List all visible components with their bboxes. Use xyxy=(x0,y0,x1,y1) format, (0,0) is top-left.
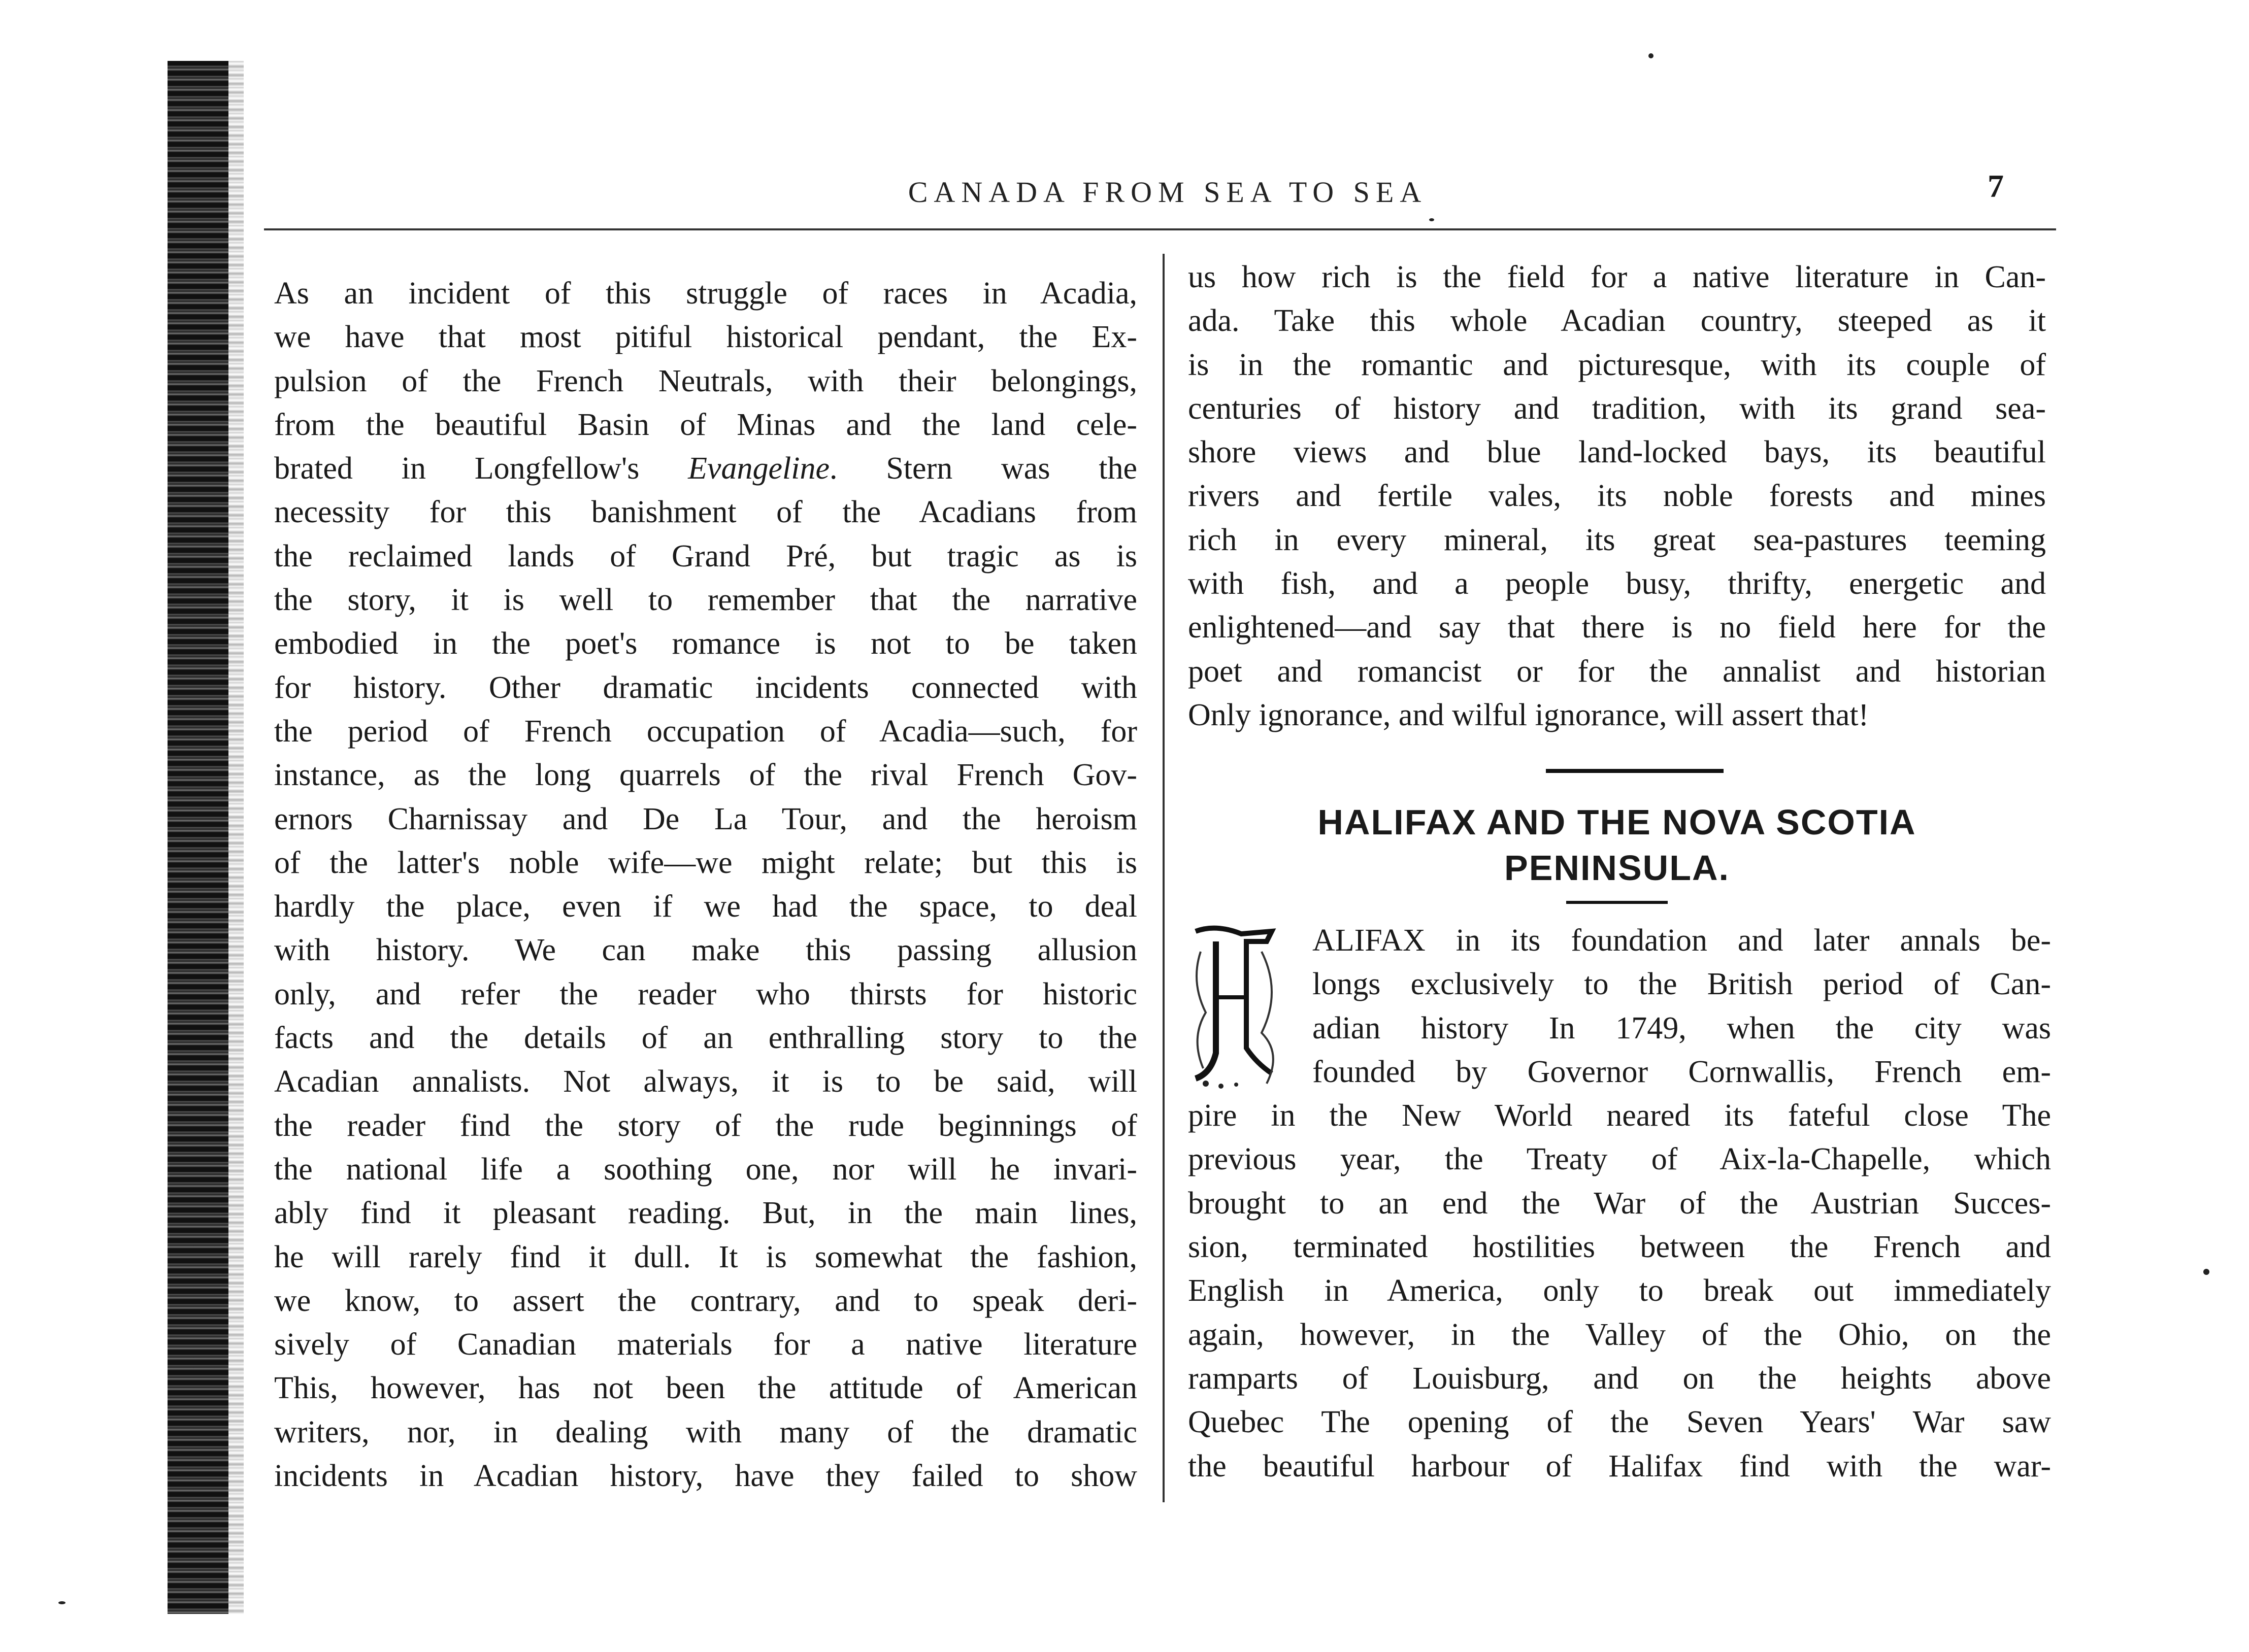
text-line: writers, nor, in dealing with many of the dramatic xyxy=(274,1414,1137,1449)
text-line: shore views and blue land-locked bays, its beautiful xyxy=(1188,435,2046,470)
print-speck xyxy=(1429,218,1434,221)
section-rule-upper xyxy=(1546,769,1724,773)
text-line: longs exclusively to the British period of Can- xyxy=(1312,967,2051,1002)
text-line: with fish, and a people busy, thrifty, energetic and xyxy=(1188,566,2046,601)
text-line: we know, to assert the contrary, and to speak deri- xyxy=(274,1283,1137,1318)
text-line: Quebec The opening of the Seven Years' War saw xyxy=(1188,1405,2051,1440)
section-heading-line2: PENINSULA. xyxy=(1504,848,1730,888)
right-column-body xyxy=(1188,919,2051,1488)
running-header: CANADA FROM SEA TO SEA xyxy=(908,176,1428,209)
text-line: only, and refer the reader who thirsts for historic xyxy=(274,976,1137,1012)
text-line: As an incident of this struggle of races in Acadia, xyxy=(274,276,1137,311)
text-line: facts and the details of an enthralling story to the xyxy=(274,1021,1137,1056)
section-rule-lower xyxy=(1566,901,1668,904)
text-line: we have that most pitiful historical pendant, the Ex- xyxy=(274,320,1137,355)
text-line: instance, as the long quarrels of the rival French Gov- xyxy=(274,758,1137,793)
text-line: English in America, only to break out immediately xyxy=(1188,1273,2051,1308)
text-line: embodied in the poet's romance is not to be taken xyxy=(274,626,1137,661)
text-line: ably find it pleasant reading. But, in the main lines, xyxy=(274,1196,1137,1231)
page-number: 7 xyxy=(1988,168,2004,204)
text-line: the reader find the story of the rude beginnings of xyxy=(274,1108,1137,1143)
left-column xyxy=(274,272,1137,1498)
text-line: from the beautiful Basin of Minas and the land cele- xyxy=(274,407,1137,442)
text-line: Only ignorance, and wilful ignorance, will assert that! xyxy=(1188,697,1869,732)
text-line: sion, terminated hostilities between the French and xyxy=(1188,1230,2051,1265)
book-binding-edge xyxy=(168,61,228,1614)
text-line: ada. Take this whole Acadian country, steeped as it xyxy=(1188,304,2046,339)
section-heading xyxy=(1188,799,2046,891)
text-line: rich in every mineral, its great sea-pastures teeming xyxy=(1188,522,2046,557)
text-line: pulsion of the French Neutrals, with their belongings, xyxy=(274,363,1137,398)
text-line: he will rarely find it dull. It is somewhat the fashion, xyxy=(274,1239,1137,1274)
text-line: This, however, has not been the attitude of American xyxy=(274,1371,1137,1406)
right-column-top xyxy=(1188,255,2046,737)
text-line: Acadian annalists. Not always, it is to be said, will xyxy=(274,1064,1137,1099)
print-speck xyxy=(2203,1269,2209,1275)
text-line: enlightened—and say that there is no field here for the xyxy=(1188,610,2046,645)
text-line: the period of French occupation of Acadia—such, for xyxy=(274,714,1137,749)
text-line: centuries of history and tradition, with its grand sea- xyxy=(1188,391,2046,426)
print-speck xyxy=(1648,53,1653,58)
text-line: for history. Other dramatic incidents connected with xyxy=(274,670,1137,705)
print-speck xyxy=(58,1601,65,1604)
text-line: ALIFAX in its foundation and later annals be- xyxy=(1312,923,2051,958)
text-line: sively of Canadian materials for a native literature xyxy=(274,1327,1137,1362)
text-line: hardly the place, even if we had the space, to deal xyxy=(274,889,1137,924)
text-line: necessity for this banishment of the Acadians from xyxy=(274,495,1137,530)
text-line: founded by Governor Cornwallis, French em- xyxy=(1312,1054,2051,1089)
text-line: us how rich is the field for a native literature in Can- xyxy=(1188,260,2046,294)
section-heading-line1: HALIFAX AND THE NOVA SCOTIA xyxy=(1317,802,1916,842)
text-line: the beautiful harbour of Halifax find with the war- xyxy=(1188,1448,2051,1484)
text-line: adian history In 1749, when the city was xyxy=(1312,1010,2051,1046)
text-line: rivers and fertile vales, its noble forests and mines xyxy=(1188,479,2046,514)
text-line: is in the romantic and picturesque, with its couple of xyxy=(1188,347,2046,382)
header-rule xyxy=(264,228,2056,230)
text-line: the story, it is well to remember that the narrative xyxy=(274,583,1137,618)
text-line: incidents in Acadian history, have they failed to show xyxy=(274,1459,1137,1494)
text-line: ernors Charnissay and De La Tour, and the heroism xyxy=(274,801,1137,836)
text-line: previous year, the Treaty of Aix-la-Chapelle, which xyxy=(1188,1142,2051,1177)
text-line: poet and romancist or for the annalist and historian xyxy=(1188,654,2046,689)
book-title: Evangeline xyxy=(688,451,830,486)
text-line: again, however, in the Valley of the Ohio, on the xyxy=(1188,1317,2051,1352)
text-line: of the latter's noble wife—we might relate; but this is xyxy=(274,845,1137,880)
text-line: with history. We can make this passing allusion xyxy=(274,933,1137,968)
column-divider xyxy=(1163,254,1165,1502)
text-line: pire in the New World neared its fateful close The xyxy=(1188,1098,2051,1133)
text-line: brought to an end the War of the Austrian Succes- xyxy=(1188,1186,2051,1221)
text-line: the reclaimed lands of Grand Pré, but tragic as is xyxy=(274,538,1137,574)
text-line: ramparts of Louisburg, and on the heights above xyxy=(1188,1361,2051,1396)
text-line: brated in Longfellow's Evangeline. Stern was the xyxy=(274,451,1137,486)
text-line: the national life a soothing one, nor will he invari- xyxy=(274,1152,1137,1187)
